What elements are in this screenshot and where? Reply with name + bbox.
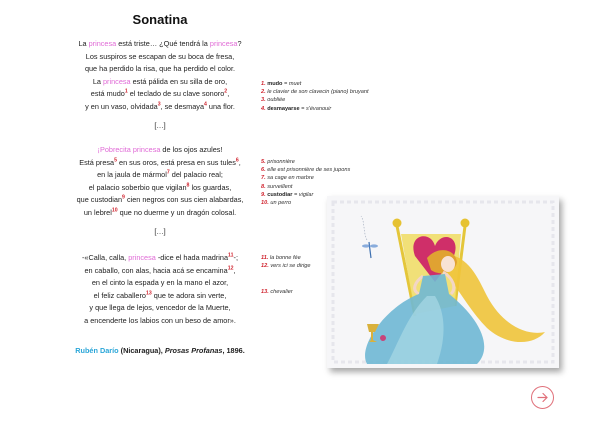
note-term: mudo xyxy=(265,81,283,87)
poem-text: en el cinto la espada y en la mano el azor, xyxy=(91,278,229,288)
poem-line xyxy=(52,38,268,51)
highlighted-word: princesa xyxy=(88,39,117,48)
work-title: Prosas Profanas xyxy=(164,346,223,355)
poem-line xyxy=(52,315,268,328)
note-number: 2. xyxy=(261,89,266,96)
poem-text: , xyxy=(227,89,230,99)
footnote-marker: 1 xyxy=(124,88,128,95)
note-number: 1. xyxy=(261,81,266,87)
footnote-marker: 2 xyxy=(224,88,228,95)
poem-line xyxy=(52,302,268,315)
footnote-marker: 11 xyxy=(228,252,234,259)
poem-line xyxy=(52,265,268,278)
glossary-item xyxy=(261,174,350,182)
poem-text: a encenderte los labios con un beso de amor». xyxy=(84,315,236,325)
poem-text: está pálida en su silla de oro, xyxy=(130,76,228,86)
poem-text: que no duerme y un dragón colosal. xyxy=(117,207,237,217)
glossary-item xyxy=(261,262,310,270)
poem-text: ? xyxy=(237,39,242,48)
poem-line xyxy=(52,157,268,170)
poem-text: el palacio soberbio que vigilan xyxy=(88,182,187,192)
note-definition: prisonnière xyxy=(265,159,295,165)
stanza-1 xyxy=(52,38,268,114)
princess-watercolor-image xyxy=(327,196,559,368)
poem-text: en sus oros, está presa en sus tules xyxy=(117,157,236,167)
note-number: 11. xyxy=(261,255,269,261)
poem-line xyxy=(52,144,268,157)
glossary-item xyxy=(261,96,369,104)
stanza-2 xyxy=(52,144,268,220)
highlighted-word: princesa xyxy=(103,76,131,86)
poem-text: que ha perdido la risa, que ha perdido el color. xyxy=(84,64,236,74)
poem-line xyxy=(52,76,268,89)
poem-text: del palacio real; xyxy=(169,170,223,180)
ellipsis-2: […] xyxy=(154,227,166,236)
arrow-right-icon xyxy=(536,391,549,404)
note-definition: oubliée xyxy=(265,97,286,104)
note-definition: surveillent xyxy=(265,183,293,190)
footnote-marker: 6 xyxy=(235,157,239,164)
poem-text: los guardas, xyxy=(189,182,232,192)
princess-illustration xyxy=(327,196,559,368)
poem-text: cien negros con sus cien alabardas, xyxy=(124,195,244,205)
note-number: 12. xyxy=(261,263,269,270)
note-term: custodiar xyxy=(265,191,293,198)
glossary-item xyxy=(261,288,293,296)
poem-text: de los ojos azules! xyxy=(160,145,223,154)
note-number: 9. xyxy=(261,191,266,198)
footnote-marker: 4 xyxy=(204,101,207,108)
note-definition: = s'évanouir xyxy=(299,105,332,112)
highlighted-word: princesa xyxy=(209,39,238,48)
note-number: 8. xyxy=(261,183,266,190)
poem-text: Está presa xyxy=(79,157,115,167)
poem-text: La xyxy=(78,39,89,48)
poem-line xyxy=(52,191,268,207)
glossary-item xyxy=(261,105,369,113)
note-definition: chevalier xyxy=(268,289,293,295)
poem-line xyxy=(52,51,268,64)
note-definition: le clavier de son clavecin (piano) bruyant xyxy=(265,89,369,96)
glossary-item xyxy=(261,80,369,88)
poem-line xyxy=(52,182,268,195)
note-definition: la bonne fée xyxy=(268,255,301,261)
poem-line xyxy=(52,169,268,182)
poem-text: -«Calla, calla, xyxy=(82,253,129,262)
glossary-item xyxy=(261,88,369,96)
poem-line xyxy=(52,101,268,114)
note-definition: elle est prisonnière de ses jupons xyxy=(265,167,351,174)
glossary-notes-3 xyxy=(261,254,310,270)
footnote-marker: 12 xyxy=(227,265,234,272)
poem-text: , xyxy=(233,265,236,275)
poem-text: el feliz caballero xyxy=(93,290,146,300)
note-number: 4. xyxy=(261,105,266,112)
poem-text: y que llega de lejos, vencedor de la Muerte, xyxy=(89,303,231,313)
note-number: 6. xyxy=(261,167,266,174)
poem-text: , xyxy=(238,157,241,167)
note-definition: = muet xyxy=(282,81,302,87)
poem-text: -; xyxy=(233,253,238,262)
highlighted-word: ¡Pobrecita princesa xyxy=(97,145,161,154)
footnote-marker: 3 xyxy=(157,101,161,108)
footnote-marker: 7 xyxy=(166,169,170,176)
glossary-notes-4 xyxy=(261,288,293,296)
poem-text: el teclado de su clave sonoro xyxy=(127,89,225,99)
poem-text: un lebrel xyxy=(83,207,112,217)
author-country: (Nicaragua), xyxy=(118,346,165,355)
glossary-item xyxy=(261,254,310,262)
footnote-marker: 13 xyxy=(145,290,152,297)
note-number: 10. xyxy=(261,200,269,207)
ellipsis-1: […] xyxy=(154,121,166,130)
glossary-item xyxy=(261,183,350,191)
highlighted-word: princesa xyxy=(128,253,156,262)
poem-text: está mudo xyxy=(90,89,125,99)
poem-line xyxy=(52,277,268,290)
glossary-item xyxy=(261,166,350,174)
footnote-marker: 10 xyxy=(111,207,118,214)
poem-line xyxy=(52,290,268,303)
footnote-marker: 8 xyxy=(186,182,190,189)
poem-text: -dice el hada madrina xyxy=(155,253,229,262)
poem-text: en caballo, con alas, hacia acá se encamina xyxy=(84,265,228,275)
poem-text: que te adora sin verte, xyxy=(151,290,227,300)
poem-text: La xyxy=(92,76,103,86)
poem-text: , se desmaya xyxy=(160,101,205,111)
poem-credit xyxy=(60,346,260,355)
stanza-3 xyxy=(52,252,268,328)
poem-line xyxy=(52,88,268,104)
poem-text: está triste… ¿Qué tendrá la xyxy=(116,39,210,48)
note-number: 3. xyxy=(261,97,266,104)
poem-text: Los suspiros se escapan de su boca de fresa, xyxy=(85,51,235,61)
poem-title: Sonatina xyxy=(132,12,188,27)
publication-year: , 1896. xyxy=(222,346,245,355)
author-name: Rubén Darío xyxy=(75,346,119,355)
note-number: 7. xyxy=(261,175,266,182)
next-page-button[interactable] xyxy=(531,386,554,409)
poem-text: y en un vaso, olvidada xyxy=(85,101,158,111)
poem-line xyxy=(52,63,268,76)
note-number: 13. xyxy=(261,289,269,295)
glossary-item xyxy=(261,158,350,166)
note-number: 5. xyxy=(261,159,266,165)
poem-text: una flor. xyxy=(206,101,235,111)
poem-line xyxy=(52,252,268,265)
note-definition: = vigilar xyxy=(292,191,314,198)
note-definition: vers ici se dirige xyxy=(268,263,311,270)
poem-text: en la jaula de mármol xyxy=(97,170,167,180)
glossary-notes-1 xyxy=(261,80,369,113)
note-definition: sa cage en marbre xyxy=(265,175,314,182)
note-term: desmayarse xyxy=(265,105,300,112)
footnote-marker: 5 xyxy=(114,157,117,164)
note-definition: un perro xyxy=(268,200,292,207)
poem-text: que custodian xyxy=(76,195,123,205)
footnote-marker: 9 xyxy=(122,194,125,201)
poem-line xyxy=(52,207,268,220)
